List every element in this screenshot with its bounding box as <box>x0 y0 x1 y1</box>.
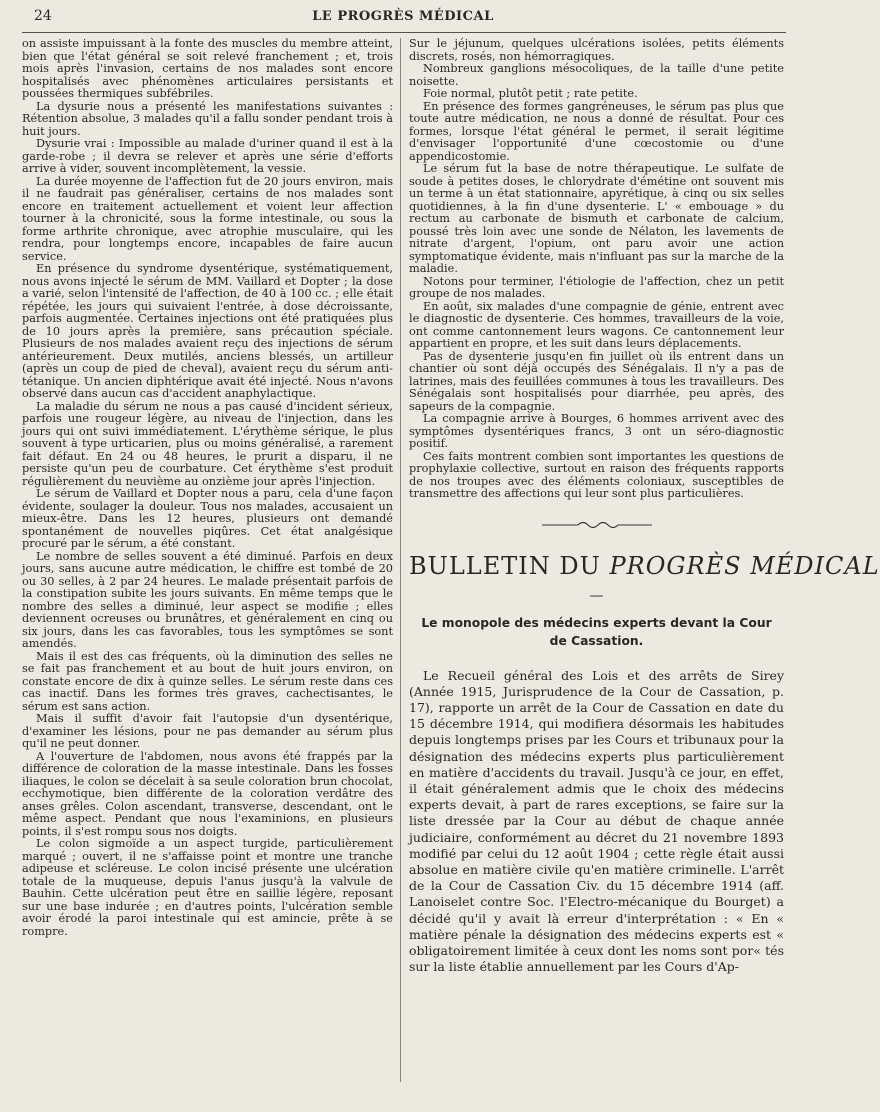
paragraph: La compagnie arrive à Bourges, 6 hommes arrivent avec des symptômes dysentériques francs, 3 ont un séro-diagnostic positif. <box>409 412 784 450</box>
paragraph: Nombreux ganglions mésocoliques, de la taille d'une petite noisette. <box>409 62 784 88</box>
paragraph: on assiste impuissant à la fonte des muscles du membre atteint, bien que l'état général se soit relevé franchement ; et, trois mois après l'invasion, certains de nos malades sont encore hospitalisés avec phénomènes articulaires persistants et poussées thermiques subfébriles. <box>22 37 393 100</box>
wavy-ornament-icon <box>409 515 784 534</box>
paragraph: Le sérum fut la base de notre thérapeutique. Le sulfate de soude à petites doses, le chlorydrate d'émétine ont souvent mis un terme à un état stationnaire, apyrétique, à cinq ou six selles quotidiennes, à la fin d'une dysenterie. L' « embouage » du rectum au carbonate de bismuth et carbonate de calcium, poussé très loin avec une sonde de Nélaton, les lavements de nitrate d'argent, l'opium, ont paru avoir une action symptomatique évidente, mais n'influant pas sur la marche de la maladie. <box>409 162 784 275</box>
right-column <box>409 37 880 1098</box>
paragraph: En présence du syndrome dysentérique, systématiquement, nous avons injecté le sérum de MM. Vaillard et Dopter ; la dose a varié, selon l'intensité de l'affection, de 40 à 100 cc. ; elle était répétée, les jours qui suivaient l'entrée, à dose décroissante, parfois augmentée. Certaines injections ont été pratiquées plus de 10 jours après la première, sans précaution spéciale. Plusieurs de nos malades avaient reçu des injections de sérum antérieurement. Deux mutilés, anciens blessés, un artilleur (après un coup de pied de cheval), avaient reçu du sérum anti-tétanique. Un ancien diphtérique avait été injecté. Nous n'avons observé dans aucun cas d'accident anaphylactique. <box>22 262 393 400</box>
paragraph: En présence des formes gangréneuses, le sérum pas plus que toute autre médication, ne nous a donné de résultat. Pour ces formes, lorsque l'état général le permet, il serait légitime d'envisager l'opportunité d'une cœcostomie ou d'une appendicostomie. <box>409 99 784 163</box>
right-column-text <box>409 38 784 501</box>
column-divider <box>400 38 401 1082</box>
paragraph: La dysurie nous a présenté les manifestations suivantes : Rétention absolue, 3 malades qu'il a fallu sonder pendant trois à huit jours. <box>22 99 393 138</box>
paragraph: La durée moyenne de l'affection fut de 20 jours environ, mais il ne faudrait pas généraliser, certains de nos malades sont encore en traitement actuellement et voient leur affection tourner à la chronicité, sous la forme intestinale, ou sous la forme arthrite chronique, avec atrophie musculaire, qui les rendra, pour longtemps encore, incapables de faire aucun service. <box>22 174 393 263</box>
paragraph: Mais il suffit d'avoir fait l'autopsie d'un dysentérique, d'examiner les lésions, pour ne pas demander au sérum plus qu'il ne peut donner. <box>22 712 393 750</box>
paragraph: Ces faits montrent combien sont importantes les questions de prophylaxie collective, surtout en raison des fréquents rapports de nos troupes avec des éléments coloniaux, susceptibles de transmettre des affections qui leur sont plus particulières. <box>409 449 784 500</box>
article-title: Le monopole des médecins experts devant la Cour de Cassation. <box>421 615 772 648</box>
page-number: 24 <box>34 8 52 24</box>
paragraph: Le colon sigmoïde a un aspect turgide, particulièrement marqué ; ouvert, il ne s'affaisse point et montre une tranche adipeuse et scléreuse. Le colon incisé présente une ulcération totale de la muqueuse, depuis l'anus jusqu'à la valvule de Bauhin. Cette ulcération peut être en saillie légère, reposant sur une base indurée ; en d'autres points, l'ulcération semble avoir érodé la paroi intestinale qui est amincie, prête à se rompre. <box>22 837 393 938</box>
running-title: LE PROGRÈS MÉDICAL <box>312 9 494 24</box>
left-column <box>22 38 393 1098</box>
page-header <box>24 6 782 30</box>
paragraph: Foie normal, plutôt petit ; rate petite. <box>423 87 638 100</box>
bulletin-title-plain: BULLETIN DU <box>409 551 610 580</box>
paragraph: Le nombre de selles souvent a été diminué. Parfois en deux jours, sans aucune autre médication, le chiffre est tombé de 20 ou 30 selles, à 2 par 24 heures. Le malade présentait parfois de la constipation subite les jours suivants. En même temps que le nombre des selles a diminué, leur aspect se modifie ; elles deviennent ocreuses ou brunâtres, et généralement en cinq ou six jours, dans les cas favorables, tous les symptômes se sont amendés. <box>22 549 393 650</box>
paragraph: Sur le jéjunum, quelques ulcérations isolées, petits éléments discrets, rosés, non hémorragiques. <box>409 37 784 63</box>
paragraph: A l'ouverture de l'abdomen, nous avons été frappés par la différence de coloration de la masse intestinale. Dans les fosses iliaques, le colon se décelait à sa seule coloration brun chocolat, ecchymotique, bien différente de la coloration verdâtre des anses grêles. Colon ascendant, transverse, descendant, ont le même aspect. Pendant que nous l'examinions, en plusieurs points, il s'est rompu sous nos doigts. <box>22 749 393 838</box>
paragraph: Notons pour terminer, l'étiologie de l'affection, chez un petit groupe de nos malades. <box>409 274 784 300</box>
bulletin-title-italic: PROGRÈS MÉDICAL <box>609 551 880 580</box>
header-rule <box>22 32 786 33</box>
paragraph: Pas de dysenterie jusqu'en fin juillet où ils entrent dans un chantier où sont déjà occupés des Sénégalais. Il n'y a pas de latrines, mais des feuillées communes à tous les travailleurs. Des Sénégalais sont hospitalisés pour diarrhée, peu après, des sapeurs de la compagnie. <box>409 349 784 413</box>
title-dash: — <box>589 587 604 604</box>
paragraph: En août, six malades d'une compagnie de génie, entrent avec le diagnostic de dysenterie. Ces hommes, travailleurs de la voie, ont comme cantonnement leurs wagons. Ce cantonnement leur appartient en propre, et les suit dans leurs déplacements. <box>409 299 784 350</box>
paragraph: Le sérum de Vaillard et Dopter nous a paru, cela d'une façon évidente, soulager la douleur. Tous nos malades, accusaient un mieux-être. Dans les 12 heures, plusieurs ont demandé spontanément de nouvelles piqûres. Cet état analgésique procuré par le sérum, a été constant. <box>22 487 393 550</box>
paragraph: Le Recueil général des Lois et des arrêts de Sirey (Année 1915, Jurisprudence de la Cour de Cassation, p. 17), rapporte un arrêt de la Cour de Cassation en date du 15 décembre 1914, qui modifiera désormais les habitudes depuis longtemps prises par les Cours et tribunaux pour la désignation des médecins experts plus particulièrement en matière d'accidents du travail. Jusqu'à ce jour, en effet, il était généralement admis que le choix des médecins experts devait, à part de rares exceptions, se faire sur la liste dressée par la Cour au début de chaque année judiciaire, conformément au décret du 21 novembre 1893 modifié par celui du 12 août 1904 ; cette règle était aussi absolue en matière civile qu'en matière criminelle. L'arrêt de la Cour de Cassation Civ. du 15 décembre 1914 (aff. Lanoiselet contre Soc. l'Electro-mécanique du Bourget) a décidé qu'il y avait là erreur d'interprétation : « En « matière pénale la désignation des médecins experts est « obligatoirement limitée à ceux dont les noms sont por« tés sur la liste établie annuellement par les Cours d'Ap- <box>409 667 784 975</box>
bulletin-title <box>409 551 880 580</box>
paragraph: Dysurie vrai : Impossible au malade d'uriner quand il est à la garde-robe ; il devra se relever et après une série d'efforts arrive à vider, souvent incomplètement, la vessie. <box>22 137 393 175</box>
paragraph: La maladie du sérum ne nous a pas causé d'incident sérieux, parfois une rougeur légère, au niveau de l'injection, dans les jours qui ont suivi immédiatement. L'érythème sérique, le plus souvent à type urticarien, plus ou moins généralisé, a rarement fait défaut. En 24 ou 48 heures, le prurit a disparu, il ne persiste qu'un peu de courbature. Cet érythème s'est produit régulièrement du neuvième au onzième jour après l'injection. <box>22 399 393 488</box>
article-body <box>409 668 784 976</box>
paragraph: Mais il est des cas fréquents, où la diminution des selles ne se fait pas franchement et au bout de huit jours environ, on constate encore de dix à quinze selles. Le sérum reste dans ces cas inactif. Dans les formes très graves, cachectisantes, le sérum est sans action. <box>22 649 393 713</box>
